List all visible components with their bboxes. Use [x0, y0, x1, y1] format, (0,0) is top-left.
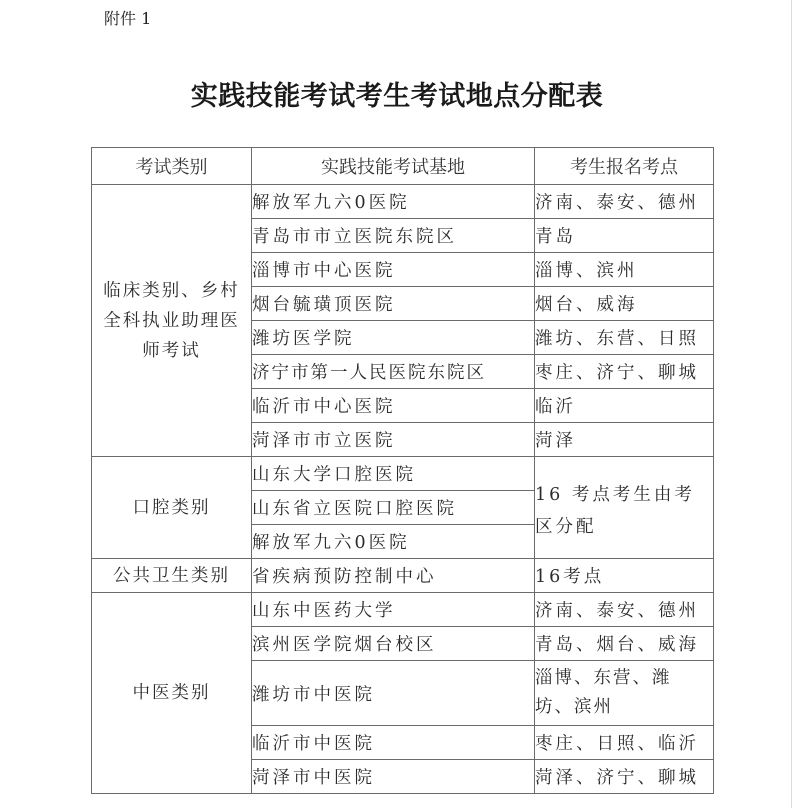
header-registration-site: 考生报名考点: [535, 148, 714, 185]
base-cell: 解放军九六0医院: [252, 525, 535, 559]
site-cell: 菏泽、济宁、聊城: [535, 760, 714, 794]
base-cell: 临沂市中心医院: [252, 389, 535, 423]
header-practice-base: 实践技能考试基地: [252, 148, 535, 185]
base-cell: 青岛市市立医院东院区: [252, 219, 535, 253]
base-cell: 临沂市中医院: [252, 726, 535, 760]
site-cell: 青岛: [535, 219, 714, 253]
site-cell: 烟台、威海: [535, 287, 714, 321]
site-cell: 菏泽: [535, 423, 714, 457]
base-cell: 菏泽市市立医院: [252, 423, 535, 457]
category-tcm: 中医类别: [92, 593, 252, 794]
base-cell: 山东省立医院口腔医院: [252, 491, 535, 525]
shared-site-cell: 16 考点考生由考区分配: [535, 457, 714, 559]
header-exam-category: 考试类别: [92, 148, 252, 185]
table-row: [92, 593, 714, 627]
base-cell: 滨州医学院烟台校区: [252, 627, 535, 661]
base-cell: 山东大学口腔医院: [252, 457, 535, 491]
table-row: [92, 457, 714, 491]
base-cell: 烟台毓璜顶医院: [252, 287, 535, 321]
site-cell: 济南、泰安、德州: [535, 593, 714, 627]
category-label: 临床类别、乡村全科执业助理医师考试: [103, 280, 240, 361]
page-edge-line: [791, 0, 792, 808]
attachment-label: 附件 1: [104, 9, 152, 28]
base-cell: 解放军九六0医院: [252, 185, 535, 219]
base-cell: 省疾病预防控制中心: [252, 559, 535, 593]
document-title: 实践技能考试考生考试地点分配表: [190, 81, 604, 112]
base-cell: 潍坊医学院: [252, 321, 535, 355]
exam-site-allocation-table: [91, 147, 714, 794]
site-cell: 青岛、烟台、威海: [535, 627, 714, 661]
site-cell: 16考点: [535, 559, 714, 593]
site-cell: 临沂: [535, 389, 714, 423]
base-cell: 菏泽市中医院: [252, 760, 535, 794]
site-cell: 潍坊、东营、日照: [535, 321, 714, 355]
site-cell: 枣庄、济宁、聊城: [535, 355, 714, 389]
category-clinical: [92, 185, 252, 457]
site-cell: 枣庄、日照、临沂: [535, 726, 714, 760]
base-cell: 济宁市第一人民医院东院区: [252, 355, 535, 389]
base-cell: 山东中医药大学: [252, 593, 535, 627]
base-cell: 淄博市中心医院: [252, 253, 535, 287]
base-cell: 潍坊市中医院: [252, 661, 535, 726]
category-public-health: 公共卫生类别: [92, 559, 252, 593]
table-header-row: [92, 148, 714, 185]
table-row: [92, 559, 714, 593]
category-stomatology: 口腔类别: [92, 457, 252, 559]
site-cell: 淄博、东营、潍坊、滨州: [535, 661, 714, 726]
table-row: [92, 185, 714, 219]
site-cell: 济南、泰安、德州: [535, 185, 714, 219]
site-cell: 淄博、滨州: [535, 253, 714, 287]
